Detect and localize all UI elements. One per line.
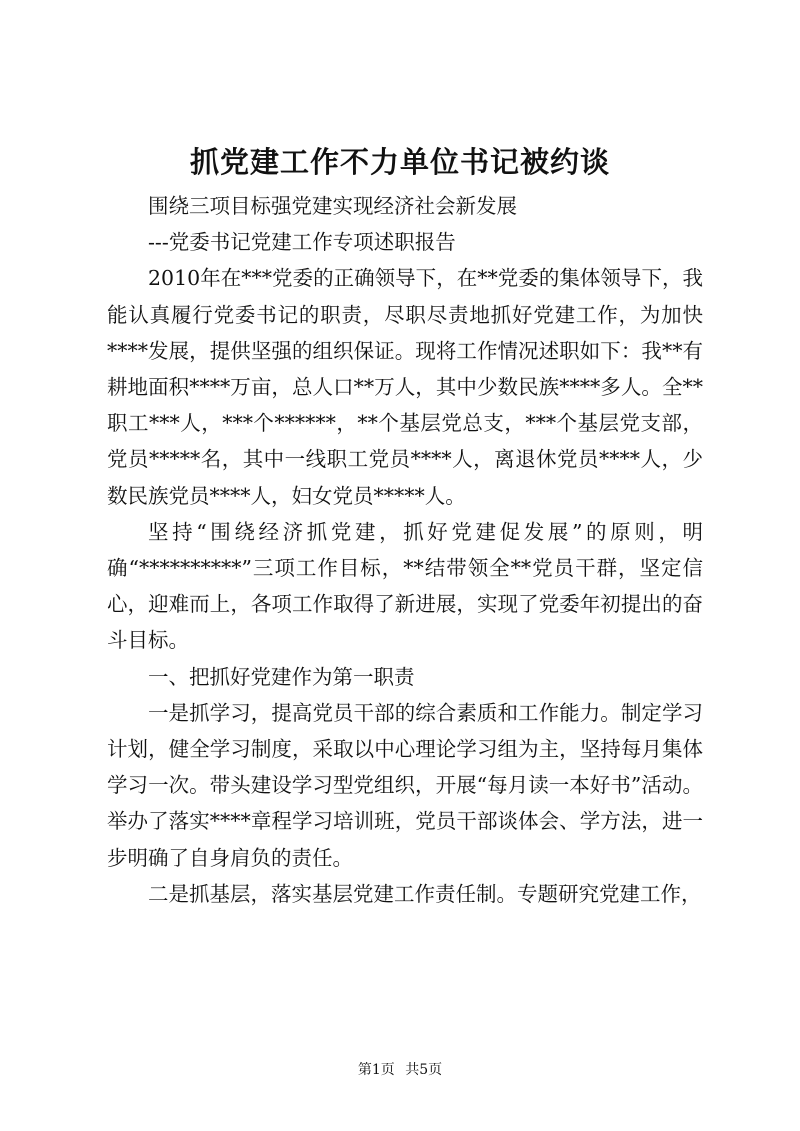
document-title: 抓党建工作不力单位书记被约谈 bbox=[189, 145, 610, 179]
body-paragraph: 2010年在***党委的正确领导下，在**党委的集体领导下，我能认真履行党委书记的职责，尽职尽责地抓好党建工作，为加快****发展，提供坚强的组织保证。现将工作情况述职如下：我**有耕地面积****万亩，总人口**万人，其中少数民族****多人。全**职工***人，***个******，**个基层党总支，***个基层党支部，党员*****名，其中一线职工党员****人，离退休党员****人，少数民族党员****人，妇女党员*****人。 bbox=[107, 266, 703, 508]
body-paragraph: 坚持“围绕经济抓党建，抓好党建促发展”的原则，明确“**********”三项工作目标，**结带领全**党员干群，坚定信心，迎难而上，各项工作取得了新进展，实现了党委年初提出的奋斗目标。 bbox=[107, 519, 703, 653]
section-heading: 一、把抓好党建作为第一职责 bbox=[148, 664, 415, 689]
document-body bbox=[107, 188, 703, 912]
subtitle-line: 围绕三项目标强党建实现经济社会新发展 bbox=[148, 194, 517, 218]
page-footer bbox=[0, 1060, 800, 1080]
page-total: 共5页 bbox=[405, 1062, 443, 1078]
report-heading: ---党委书记党建工作专项述职报告 bbox=[148, 230, 456, 255]
body-paragraph: 一是抓学习，提高党员干部的综合素质和工作能力。制定学习计划，健全学习制度，采取以中心理论学习组为主，坚持每月集体学习一次。带头建设学习型党组织，开展“每月读一本好书”活动。举办了落实****章程学习培训班，党员干部谈体会、学方法，进一步明确了自身肩负的责任。 bbox=[107, 700, 703, 870]
page-number: 第1页 bbox=[357, 1062, 395, 1078]
body-paragraph: 二是抓基层，落实基层党建工作责任制。专题研究党建工作， bbox=[148, 881, 702, 906]
